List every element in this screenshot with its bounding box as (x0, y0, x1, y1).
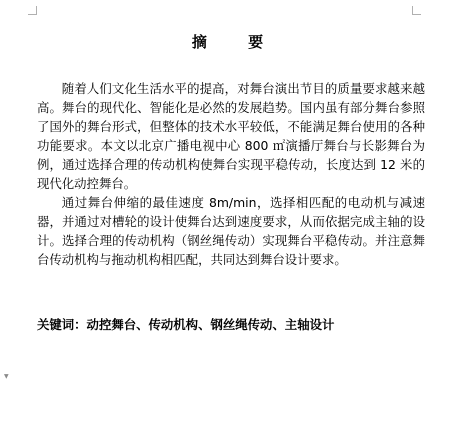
crop-mark-icon (28, 6, 37, 15)
abstract-body (37, 79, 425, 269)
page-title: 摘 要 (191, 33, 282, 51)
small-triangle-icon: ▼ (4, 373, 9, 380)
abstract-paragraph: 通过舞台伸缩的最佳速度 8m/min，选择相匹配的电动机与减速器，并通过对槽轮的设计使舞台达到速度要求，从而依据完成主轴的设计。选择合理的传动机构（钢丝绳传动）实现舞台平稳传动。并注意舞台传动机构与拖动机构相匹配，共同达到舞台设计要求。 (37, 195, 425, 267)
crop-mark-icon (412, 6, 421, 15)
abstract-paragraph: 随着人们文化生活水平的提高，对舞台演出节目的质量要求越来越高。舞台的现代化、智能化是必然的发展趋势。国内虽有部分舞台参照了国外的舞台形式，但整体的技术水平较低，不能满足舞台使用的各种功能要求。本文以北京广播电视中心 800 ㎡演播厅舞台与长影舞台为例，通过选择合理的传动机构使舞台实现平稳传动，长度达到 12 米的现代化动控舞台。 (37, 81, 425, 191)
keywords-line: 关键词：动控舞台、传动机构、钢丝绳传动、主轴设计 (37, 317, 335, 332)
